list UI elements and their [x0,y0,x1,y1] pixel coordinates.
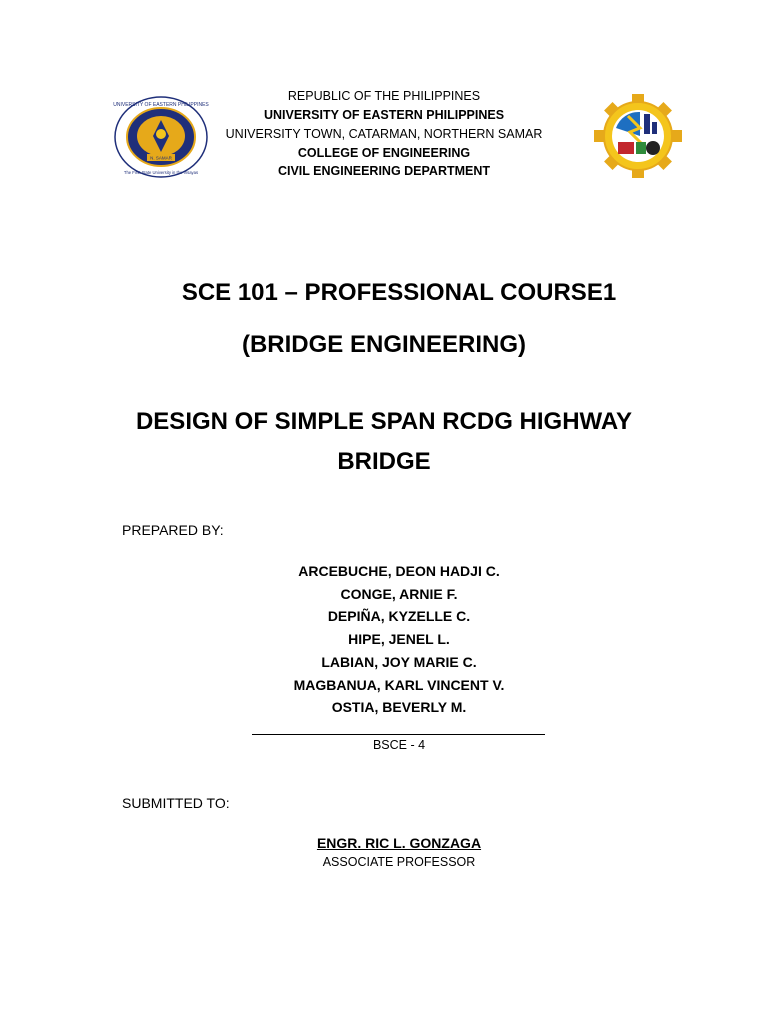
project-title-line1: DESIGN OF SIMPLE SPAN RCDG HIGHWAY [135,408,633,435]
section-label: BSCE - 4 [372,738,426,752]
course-code-title: SCE 101 – PROFESSIONAL COURSE1 [181,279,617,306]
seal-banner-text: N. SAMAR [150,155,172,161]
author-name: ARCEBUCHE, DEON HADJI C. [298,563,500,579]
header-college: COLLEGE OF ENGINEERING [297,146,471,160]
header-address: UNIVERSITY TOWN, CATARMAN, NORTHERN SAMAR [225,127,543,141]
header-university: UNIVERSITY OF EASTERN PHILIPPINES [263,108,505,122]
signature-line [252,734,545,735]
course-subtitle: (BRIDGE ENGINEERING) [241,331,526,358]
submitted-to-label: SUBMITTED TO: [122,795,230,811]
author-name: CONGE, ARNIE F. [340,585,458,602]
header-republic: REPUBLIC OF THE PHILIPPINES [287,89,481,103]
author-name: DEPIÑA, KYZELLE C. [327,608,471,625]
author-name: MAGBANUA, KARL VINCENT V. [293,676,505,693]
author-name: OSTIA, BEVERLY M. [331,699,467,716]
project-title-line2: BRIDGE [337,448,431,475]
prepared-by-label: PREPARED BY: [122,522,224,538]
professor-name: ENGR. RIC L. GONZAGA [316,835,482,851]
professor-position: ASSOCIATE PROFESSOR [322,855,476,869]
seal-bottom-text: The First State University in the Visayas [123,170,199,175]
author-name: LABIAN, JOY MARIE C. [321,653,477,670]
author-list [0,560,768,719]
seal-top-text: UNIVERSITY OF EASTERN PHILIPPINES [113,102,209,108]
header-department: CIVIL ENGINEERING DEPARTMENT [277,164,491,178]
author-name: HIPE, JENEL L. [348,631,450,648]
